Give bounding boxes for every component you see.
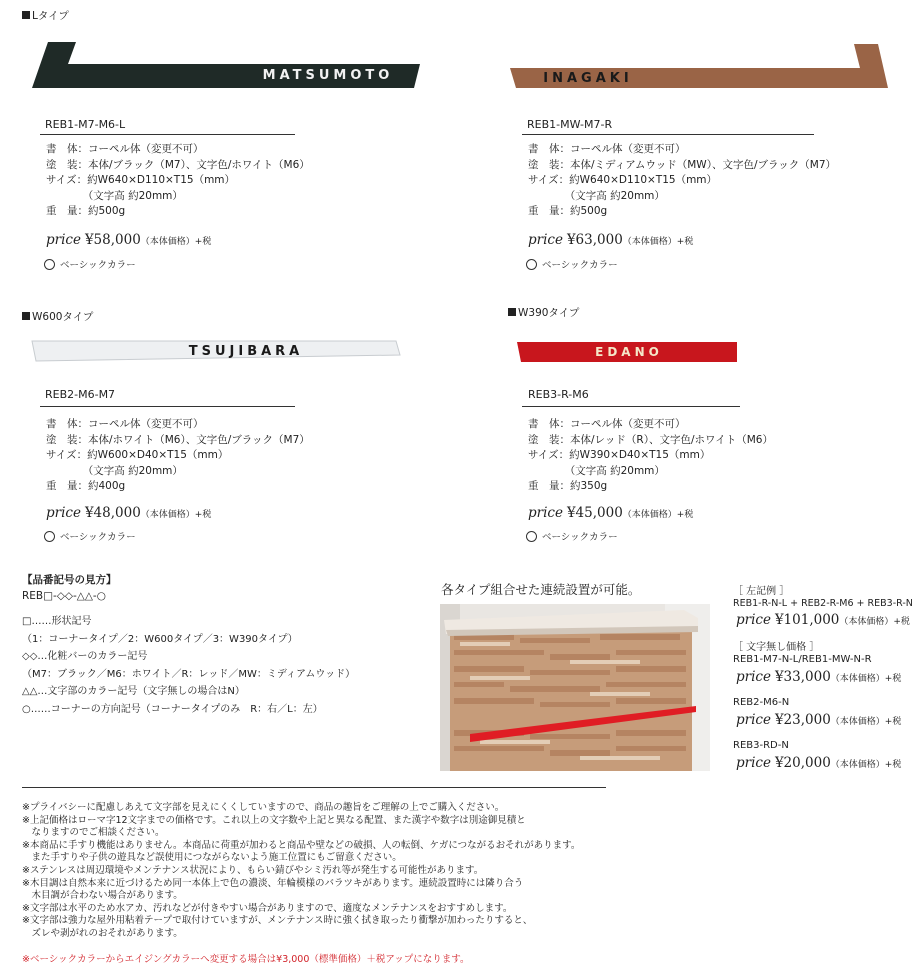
product-model: REB2-M6-M7: [45, 388, 116, 401]
product-spec: 書 体：コーペル体（変更不可） 塗 装：本体/ホワイト（M6）、文字色/ブラック（M7） サイズ：約W600×D40×T15（mm） （文字高 約20mm） 重 量：約400g: [46, 418, 310, 492]
section-label-w390-type: W390タイプ: [508, 305, 579, 320]
section-label-w600-type: W600タイプ: [22, 309, 93, 324]
product-price: price ¥48,000（本体価格）+税: [46, 505, 212, 521]
divider: [522, 406, 740, 407]
no-text-model: REB1-M7-N-L/REB1-MW-N-R: [733, 654, 872, 665]
product-image-tsujibara: [30, 337, 402, 365]
notes-divider: [22, 787, 606, 788]
divider: [522, 134, 814, 135]
product-image-edano: [515, 338, 740, 366]
no-text-model: REB3-RD-N: [733, 740, 789, 751]
basic-color-badge: ベーシックカラー: [526, 257, 618, 271]
divider: [40, 134, 295, 135]
example-model: REB1-R-N-L + REB2-R-M6 + REB3-R-N: [733, 598, 913, 609]
product-spec: 書 体：コーペル体（変更不可） 塗 装：本体/ブラック（M7）、文字色/ホワイト（M6） サイズ：約W640×D110×T15（mm） （文字高 約20mm） 重 量：約500g: [46, 143, 310, 217]
product-price: price ¥58,000（本体価格）+税: [46, 232, 212, 248]
code-guide-format: REB□-◇◇-△△-○: [22, 590, 106, 602]
example-price: price ¥101,000（本体価格）+税: [736, 612, 910, 628]
circle-icon: [44, 259, 55, 270]
product-spec: 書 体：コーペル体（変更不可） 塗 装：本体/レッド（R）、文字色/ホワイト（M6） サイズ：約W390×D40×T15（mm） （文字高 約20mm） 重 量：約350g: [528, 418, 773, 492]
no-text-price: price ¥20,000（本体価格）+税: [736, 755, 902, 771]
no-text-price: price ¥23,000（本体価格）+税: [736, 712, 902, 728]
product-model: REB3-R-M6: [528, 388, 589, 401]
plate-text-inagaki: INAGAKI: [543, 71, 633, 86]
basic-color-badge: ベーシックカラー: [44, 529, 136, 543]
no-text-model: REB2-M6-N: [733, 697, 790, 708]
no-text-label: ［ 文字無し価格 ］: [733, 642, 820, 653]
code-guide-title: 【品番記号の見方】: [22, 574, 117, 586]
product-model: REB1-M7-M6-L: [45, 118, 126, 131]
divider: [40, 406, 295, 407]
circle-icon: [526, 259, 537, 270]
plate-text-edano: EDANO: [595, 345, 663, 359]
installation-photo: [440, 604, 710, 771]
circle-icon: [526, 531, 537, 542]
basic-color-badge: ベーシックカラー: [44, 257, 136, 271]
product-model: REB1-MW-M7-R: [527, 118, 613, 131]
code-guide-body: □……形状記号 （1：コーナータイプ／2：W600タイプ／3：W390タイプ） ◇◇…化粧バーのカラー記号 （M7：ブラック／M6：ホワイト／R：レッド／MW：ミディアムウッド） △△…文字部のカラー記号（文字無しの場合はN） ○……コーナーの方向記号（コーナータイプのみ R：右／L：左）: [22, 616, 356, 715]
photo-caption: 各タイプ組合せた連続設置が可能。: [441, 582, 641, 597]
notes-red: ※ベーシックカラーからエイジングカラーへ変更する場合は¥3,000（標準価格）＋税アップになります。: [22, 954, 470, 965]
example-label: ［ 左記例 ］: [733, 586, 790, 597]
product-price: price ¥63,000（本体価格）+税: [528, 232, 694, 248]
no-text-price: price ¥33,000（本体価格）+税: [736, 669, 902, 685]
product-image-matsumoto: [28, 40, 428, 92]
plate-text-matsumoto: MATSUMOTO: [262, 68, 394, 83]
product-image-inagaki: [508, 40, 893, 92]
plate-text-tsujibara: TSUJIBARA: [188, 344, 304, 359]
basic-color-badge: ベーシックカラー: [526, 529, 618, 543]
product-price: price ¥45,000（本体価格）+税: [528, 505, 694, 521]
section-label-l-type: Lタイプ: [22, 8, 69, 23]
product-spec: 書 体：コーペル体（変更不可） 塗 装：本体/ミディアムウッド（MW）、文字色/ブラック（M7） サイズ：約W640×D110×T15（mm） （文字高 約20mm） 重 量：約500g: [528, 143, 837, 217]
notes-body: ※プライバシーに配慮しあえて文字部を見えにくくしていますので、商品の趣旨をご理解の上でご購入ください。 ※上記価格はローマ字12文字までの価格です。これ以上の文字数や上記と異なる配置、また漢字や数字は別途御見積と なりますのでご相談ください。 ※本商品に手すり機能はありません。本商品に荷重が加わると商品や壁などの破損、人の転倒、ケガにつながるおそれがあります。 また手すりや子供の遊具など誤使用につながらないよう施工位置にもご留意ください。 ※ステンレスは周辺環境やメンテナンス状況により、もらい錆びやシミ汚れ等が発生する可能性があります。 ※木目調は自然本来に近づけるため同一本体上で色の濃淡、年輪模様のバラツキがあります。連続設置時には隣り合う 木目調が合わない場合があります。 ※文字部は水平のため水アカ、汚れなどが付きやすい場合がありますので、適度なメンテナンスをおすすめします。 ※文字部は強力な屋外用粘着テープで取付けていますが、メンテナンス時に強く拭き取ったり衝撃が加わったりすると、 ズレや剥がれのおそれがあります。: [22, 802, 581, 939]
circle-icon: [44, 531, 55, 542]
